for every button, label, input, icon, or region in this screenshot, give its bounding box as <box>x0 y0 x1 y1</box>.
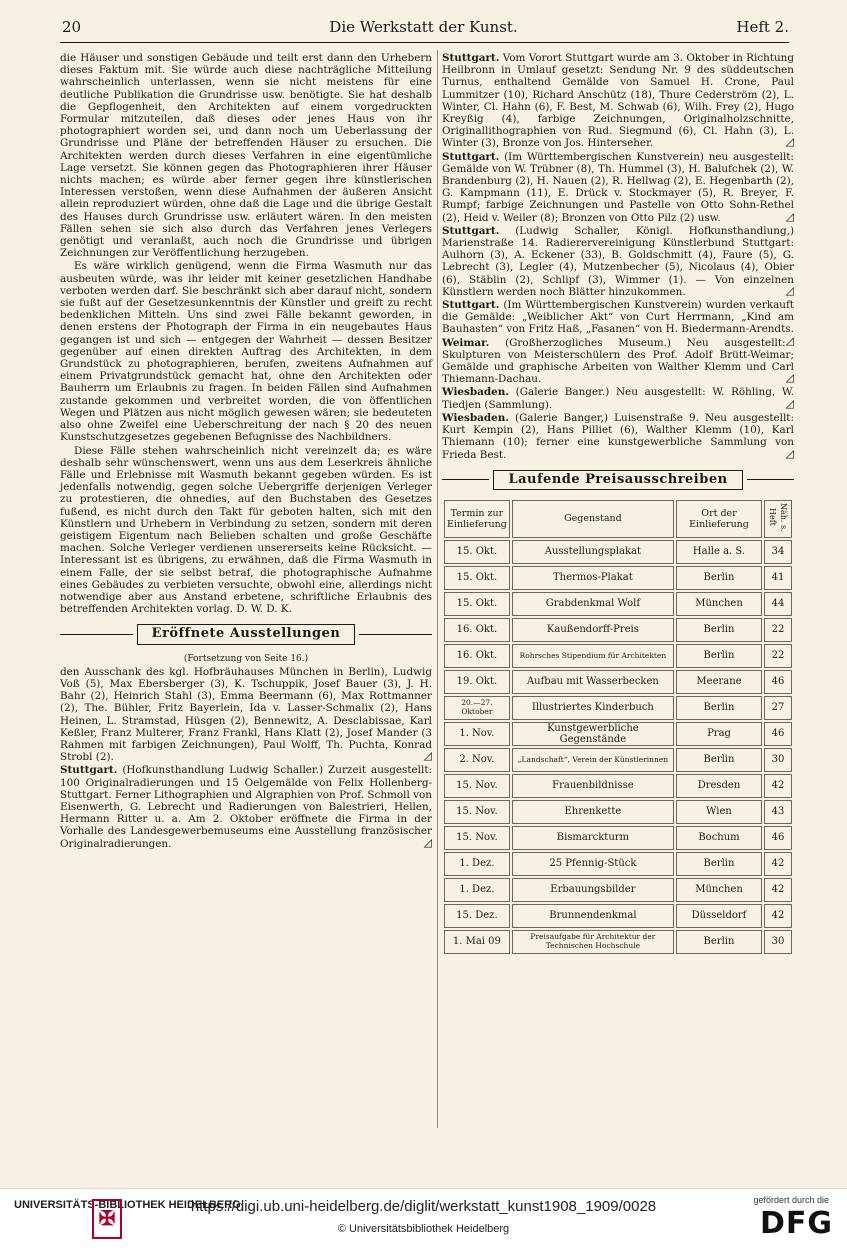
entry-city: Stuttgart. <box>60 764 118 777</box>
exhibition-entry <box>442 225 794 298</box>
column-header: Ort der Einlieferung <box>676 500 762 538</box>
cell-subject: Brunnendenkmal <box>512 904 674 928</box>
cell-date: 15. Nov. <box>444 774 510 798</box>
exhibition-entry <box>442 52 794 150</box>
left-column <box>60 52 432 851</box>
cell-date: 16. Okt. <box>444 618 510 642</box>
cell-place: München <box>676 592 762 616</box>
table-row <box>444 826 792 850</box>
table-row <box>444 696 792 720</box>
exhibition-entry <box>442 333 794 386</box>
cell-place: Dresden <box>676 774 762 798</box>
column-header: Gegenstand <box>512 500 674 538</box>
cell-issue: 27 <box>764 696 792 720</box>
cell-place: Berlin <box>676 618 762 642</box>
page-number: 20 <box>62 18 82 36</box>
column-header: Termin zur Einlieferung <box>444 500 510 538</box>
entry-text: (Galerie Banger.) Neu ausgestellt: W. Röhling, W. Tiedjen (Sammlung). <box>442 386 794 411</box>
section-rule <box>442 479 489 480</box>
cell-date: 1. Nov. <box>444 722 510 746</box>
exhibition-entry <box>60 764 432 849</box>
table-row <box>444 748 792 772</box>
triangle-mark-icon: ◿ <box>785 371 794 385</box>
cell-issue: 46 <box>764 670 792 694</box>
cell-issue: 41 <box>764 566 792 590</box>
cell-issue: 42 <box>764 904 792 928</box>
table-row <box>444 774 792 798</box>
dfg-logo: DFG <box>759 1206 833 1241</box>
library-logo: UNIVERSITÄTS-BIBLIOTHEK HEIDELBERG <box>14 1199 241 1211</box>
entry-text: (Hofkunsthandlung Ludwig Schaller.) Zurzeit ausgestellt: 100 Originalradierungen und 15 Oelgemälde von Felix Hollenberg-Stuttgart. Ferner Lithographien und Algraphien von Prof. Schmoll von Eisenwerth, G. Lebrecht und Radierungen von Balestrieri, Hellen, Hermann Ritter u. a. Am 2. Oktober eröffnete die Firma in der Vorhalle des Landesgewerbemuseums eine Ausstellung französischer Originalradierungen. <box>60 764 432 850</box>
cell-date: 1. Mai 09 <box>444 930 510 954</box>
section-rule <box>60 634 133 635</box>
table-row <box>444 592 792 616</box>
cell-place: Meerane <box>676 670 762 694</box>
column-divider <box>437 50 438 1128</box>
cell-date: 1. Dez. <box>444 852 510 876</box>
cell-issue: 22 <box>764 644 792 668</box>
entry-city: Stuttgart. <box>442 150 500 163</box>
cell-issue: 30 <box>764 930 792 954</box>
cell-issue: 34 <box>764 540 792 564</box>
section-rule <box>747 479 794 480</box>
exhibition-entry <box>442 412 794 461</box>
cell-subject: Ausstellungsplakat <box>512 540 674 564</box>
cell-subject: Thermos-Plakat <box>512 566 674 590</box>
cell-subject: Kaußendorff-Preis <box>512 618 674 642</box>
cell-place: Düsseldorf <box>676 904 762 928</box>
cell-subject: Preisaufgabe für Architektur der Technischen Hochschule <box>512 930 674 954</box>
triangle-mark-icon: ◿ <box>785 333 794 347</box>
section-header-exhibitions <box>60 624 432 644</box>
entry-city: Wiesbaden. <box>442 386 509 399</box>
cell-date: 1. Dez. <box>444 878 510 902</box>
cell-subject: Erbauungsbilder <box>512 878 674 902</box>
section-rule <box>359 634 432 635</box>
cell-place: Berlin <box>676 930 762 954</box>
section-title: Eröffnete Ausstellungen <box>137 624 356 644</box>
cell-issue: 30 <box>764 748 792 772</box>
entry-text: (Großherzogliches Museum.) Neu ausgestellt: Skulpturen von Meisterschülern des Prof. Adolf Brütt-Weimar; Gemälde und graphische Arbeiten von Walther Klemm und Carl Thiemann-Dachau. <box>442 336 794 386</box>
copyright-notice: © Universitätsbibliothek Heidelberg <box>337 1223 510 1235</box>
table-row <box>444 644 792 668</box>
entry-city: Weimar. <box>442 336 490 349</box>
article-paragraph: die Häuser und sonstigen Gebäude und teilt erst dann den Urhebern dieses Faktum mit. Sie würde auch diese nachträgliche Mitteilung wahrscheinlich unterlassen, wenn sie nicht meistens für eine deutliche Publikation die Grundrisse usw. benötigte. Sie hat deshalb die Gepflogenheit, den Architekten auf einem vorgedruckten Formular mitzuteilen, daß dieses oder jenes Haus von ihr photographiert worden sei, und dann noch um Ueberlassung der Grundrisse und Pläne der betreffenden Häuser zu ersuchen. Die Architekten werden durch dieses Verfahren in eine eigentümliche Lage versetzt. Sie können gegen das Photographieren ihrer Häuser nichts machen; es würde aber ferner gegen ihre künstlerischen Interessen verstoßen, wenn diese Aufnahmen der äußeren Ansicht allein reproduziert würden, ohne daß die Lage und die übrige Gestalt des Hauses durch Grundrisse usw. erläutert wären. In den meisten Fällen sehen sie sich also durch das Verfahren jenes Verlegers genötigt und veranlaßt, auch noch die Grundrisse und übrigen Zeichnungen zur Veröffentlichung herzugeben. <box>60 52 432 260</box>
cell-date: 15. Nov. <box>444 826 510 850</box>
cell-subject: 25 Pfennig-Stück <box>512 852 674 876</box>
right-column <box>442 52 794 956</box>
triangle-mark-icon: ◿ <box>785 209 794 223</box>
entry-city: Stuttgart. <box>442 299 500 312</box>
triangle-mark-icon: ◿ <box>785 283 794 297</box>
cell-subject: Aufbau mit Wasserbecken <box>512 670 674 694</box>
exhibition-entry <box>442 386 794 410</box>
table-row <box>444 566 792 590</box>
competitions-table <box>442 498 794 956</box>
table-row <box>444 722 792 746</box>
triangle-mark-icon: ◿ <box>423 749 432 763</box>
cell-place: Berlin <box>676 644 762 668</box>
table-row <box>444 670 792 694</box>
funding-note: gefördert durch die <box>753 1195 829 1205</box>
cell-issue: 42 <box>764 852 792 876</box>
cell-place: Berlin <box>676 852 762 876</box>
entry-city: Wiesbaden. <box>442 411 509 424</box>
cell-place: Wien <box>676 800 762 824</box>
cell-place: München <box>676 878 762 902</box>
section-header-competitions <box>442 470 794 490</box>
cell-issue: 44 <box>764 592 792 616</box>
journal-title: Die Werkstatt der Kunst. <box>329 18 518 36</box>
entry-text: (Im Württembergischen Kunstverein) neu ausgestellt: Gemälde von W. Trübner (8), Th. Hummel (3), H. Balufchek (2), W. Brandenburg (2), H. Nauen (2), R. Hellwag (2), E. Hegenbarth (2), G. Kampmann (11), E. Drück v. Stockmayer (5), R. Breyer, F. Rumpf; farbige Zeichnungen und Pastelle von Otto Sohn-Rethel (2), Heid v. Weiler (8); Bronzen von Otto Pilz (2) usw. <box>442 150 794 224</box>
entry-text: den Ausschank des kgl. Hofbräuhauses München in Berlin), Ludwig Voß (5), Max Ebersberger (3), K. Tschuppik, Josef Bauer (3), J. H. Bahr (2), Heinrich Stahl (3), Emma Beermann (6), Max Rottmanner (2), The. Bühler, Fritz Bayerlein, Ida v. Lasser-Schmalix (2), Hans Heinen, L. Stramstad, Hüsgen (2), Bennewitz, A. Desclabissae, Karl Keßler, Franz Multerer, Franz Frankl, Hans Klatt (2), Josef Mander (3 Rahmen mit farbigen Zeichnungen), Paul Wolff, Th. Puchta, Konrad Strobl (2). <box>60 665 432 764</box>
entry-city: Stuttgart. <box>442 224 500 237</box>
cell-date: 20.—27. Oktober <box>444 696 510 720</box>
cell-subject: Grabdenkmal Wolf <box>512 592 674 616</box>
entry-text: (Im Württembergischen Kunstverein) wurden verkauft die Gemälde: „Weiblicher Akt“ von Curt Herrmann, „Kind am Bauhasten“ von Fritz Haß, „Fasanen“ von H. Biedermann-Arendts. <box>442 299 794 336</box>
continuation-note: (Fortsetzung von Seite 16.) <box>183 653 309 664</box>
library-emblem-icon: ✠ <box>92 1199 122 1239</box>
table-row <box>444 930 792 954</box>
cell-date: 15. Okt. <box>444 592 510 616</box>
cell-subject: Bismarckturm <box>512 826 674 850</box>
cell-date: 16. Okt. <box>444 644 510 668</box>
paragraph-text: Diese Fälle stehen wahrscheinlich nicht vereinzelt da; es wäre deshalb sehr wünschenswert, wenn uns aus dem Leserkreis ähnliche Fälle und Erlebnisse mit Wasmuth bekannt gegeben würden. Es ist jedenfalls notwendig, gegen solche Uebergriffe derjenigen Verleger zu protestieren, die ohnedies, auf den Buchstaben des Gesetzes fußend, es nicht durch den Takt für geboten halten, sich mit den Künstlern und Urhebern in Verbindung zu setzen, sondern mit deren geistigem Eigentum nach Belieben schalten und große Geschäfte machen. Solche Verleger verdienen unsererseits keine Rücksicht. — Interessant ist es übrigens, zu erwähnen, daß die Firma Wasmuth in einem Falle, der sie selbst betraf, die photographische Aufnahme eines Gebäudes zu verbieten versuchte, obwohl eine, allerdings nicht notwendige aber aus Anstand erbetene, schriftliche Erlaubnis des betreffenden Architekten vorlag. <box>60 444 432 616</box>
cell-date: 15. Okt. <box>444 540 510 564</box>
cell-date: 15. Dez. <box>444 904 510 928</box>
cell-place: Halle a. S. <box>676 540 762 564</box>
cell-place: Berlin <box>676 748 762 772</box>
cell-subject: Illustriertes Kinderbuch <box>512 696 674 720</box>
table-row <box>444 540 792 564</box>
cell-place: Berlin <box>676 696 762 720</box>
issue-label: Heft 2. <box>736 18 789 36</box>
exhibition-entry <box>60 666 432 764</box>
table-row <box>444 852 792 876</box>
table-row <box>444 618 792 642</box>
article-paragraph: Es wäre wirklich genügend, wenn die Firma Wasmuth nur das ausbeuten würde, was ihr leider mit keiner gesetzlichen Handhabe verboten werden darf. Sie beschränkt sich aber darauf nicht, sondern sie fußt auf der Gesetzesunkenntnis der Künstler und greift zu recht bedenklichen Mitteln. Uns sind zwei Fälle bekannt geworden, in denen erstens der Photograph der Firma in ein neugebautes Haus gegangen ist und sich — entgegen der Wahrheit — dessen Besitzer gegenüber auf einen direkten Auftrag des Architekten, in dem Grundstück zu photographieren, berufen, zweitens Aufnahmen auf einem Privatgrundstück gemacht hat, ohne den Architekten oder Bauherrn um Erlaubnis zu fragen. In beiden Fällen sind Aufnahmen zustande gekommen und verbreitet worden, die von öffentlichen Wegen und Plätzen aus nicht möglich gewesen wären; sie bedeuteten also ohne Zweifel eine Ueberschreitung der nach § 20 des neuen Kunstschutzgesetzes gegebenen Befugnisse des Nachbildners. <box>60 260 432 444</box>
cell-date: 19. Okt. <box>444 670 510 694</box>
table-row <box>444 904 792 928</box>
article-signature: D. W. D. K. <box>236 603 292 616</box>
article-paragraph <box>60 445 432 616</box>
cell-subject: „Landschaft“, Verein der Künstlerinnen <box>512 748 674 772</box>
cell-date: 15. Okt. <box>444 566 510 590</box>
header-rule <box>60 42 789 43</box>
entry-text: Vom Vorort Stuttgart wurde am 3. Oktober in Richtung Heilbronn in Umlauf gesetzt: Sendung Nr. 9 des süddeutschen Turnus, enthaltend Gemälde von Samuel H. Crone, Paul Lummitzer (10), Richard Anschütz (18), Thure Cederström (2), L. Winter, Cl. Hahn (6), F. Best, M. Schwab (6), Wilh. Frey (2), Hugo Kreyßig (4), farbige Zeichnungen, Originalholzschnitte, Originallithographien von Rud. Siegmund (6), Cl. Hahn (3), L. Winter (3), Bronze von Jos. Hinterseher. <box>442 52 794 150</box>
cell-place: Berlin <box>676 566 762 590</box>
triangle-mark-icon: ◿ <box>785 135 794 149</box>
permalink-url[interactable]: https://digi.ub.uni-heidelberg.de/diglit/werkstatt_kunst1908_1909/0028 <box>190 1198 657 1215</box>
cell-issue: 46 <box>764 826 792 850</box>
cell-subject: Frauenbildnisse <box>512 774 674 798</box>
viewer-footer <box>0 1188 847 1248</box>
cell-place: Prag <box>676 722 762 746</box>
cell-subject: Kunstgewerbliche Gegenstände <box>512 722 674 746</box>
entry-text: (Galerie Banger,) Luisenstraße 9. Neu ausgestellt: Kurt Kempin (2), Hans Pilliet (6), Walther Klemm (10), Karl Thiemann (10); ferner eine kunstgewerbliche Sammlung von Frieda Best. <box>442 411 794 461</box>
section-title: Laufende Preisausschreiben <box>493 470 742 490</box>
cell-subject: Rohrsches Stipendium für Architekten <box>512 644 674 668</box>
cell-issue: 46 <box>764 722 792 746</box>
triangle-mark-icon: ◿ <box>785 446 794 460</box>
triangle-mark-icon: ◿ <box>423 835 432 849</box>
cell-date: 2. Nov. <box>444 748 510 772</box>
cell-issue: 42 <box>764 878 792 902</box>
column-header <box>764 500 792 538</box>
table-row <box>444 878 792 902</box>
cell-subject: Ehrenkette <box>512 800 674 824</box>
cell-place: Bochum <box>676 826 762 850</box>
cell-issue: 43 <box>764 800 792 824</box>
entry-text: (Ludwig Schaller, Königl. Hofkunsthandlung,) Marienstraße 14. Radierervereinigung Künstlerbund Stuttgart: Aulhorn (3), A. Eckener (33), B. Goldschmitt (4), Faure (5), G. Lebrecht (3), Legler (4), Mutzenbecher (5), Nicolaus (4), Obier (6), Stäblin (2), Schlipf (3), Wimmer (1). — Von einzelnen Künstlern werden noch Blätter hinzukommen. <box>442 224 794 298</box>
column-header-vertical: Näh. s. Heft <box>768 503 788 532</box>
triangle-mark-icon: ◿ <box>785 396 794 410</box>
table-row <box>444 800 792 824</box>
entry-city: Stuttgart. <box>442 52 500 64</box>
cell-issue: 22 <box>764 618 792 642</box>
exhibition-entry <box>442 151 794 224</box>
cell-date: 15. Nov. <box>444 800 510 824</box>
cell-issue: 42 <box>764 774 792 798</box>
table-header-row <box>444 500 792 538</box>
